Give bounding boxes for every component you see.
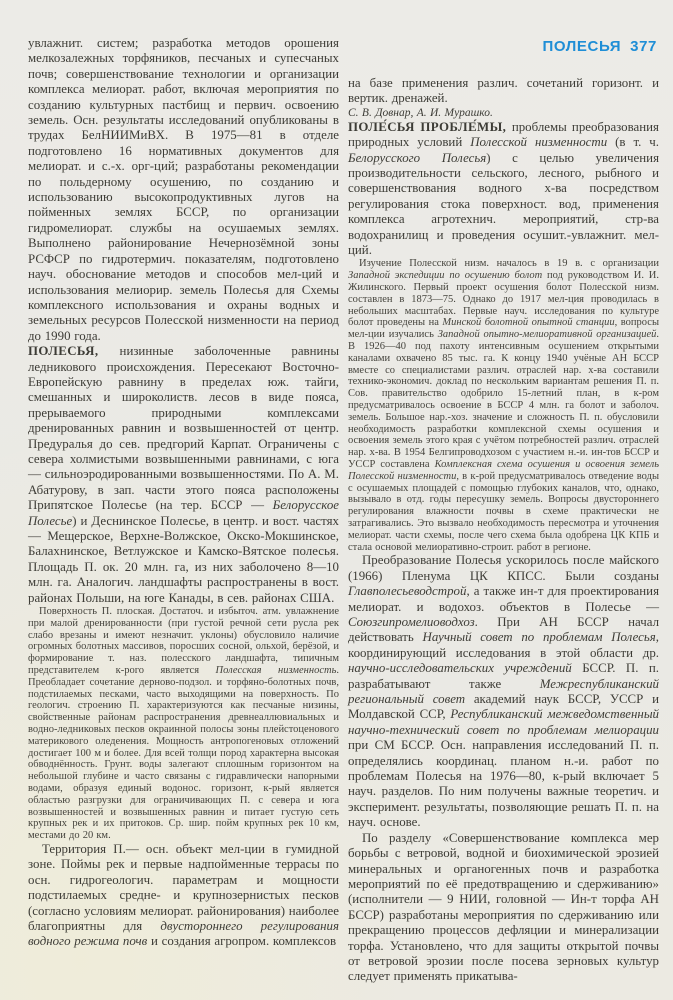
left-column [28, 36, 339, 985]
right-column [348, 36, 659, 985]
text-segment-normal: (в т. ч. [607, 135, 660, 150]
text-segment-normal: БССР. П. п. разрабатывают также [348, 661, 659, 691]
text-segment-italic: Белорусское Полесье [28, 498, 339, 528]
entry-polesya [28, 344, 339, 606]
text-segment-normal: Преобразование Полесья ускорилось после майского (1966) Пленума ЦК КПСС. Были созданы [348, 553, 659, 583]
paragraph-section-erosion [348, 831, 659, 985]
text-segment-italic: Полесской низменности [470, 135, 608, 150]
text-segment-italic: Межреспубликанский региональный совет [348, 676, 659, 707]
text-segment-italic: Белорусского Полесья [348, 150, 487, 165]
text-segment-normal: увлажнит. систем; разработка методов орошения мелкозалежных торфяников, песчаных и супесчаных почв; совершенствование технологии и организации комплекса мелиорат. работ, включая мероприятия по созданию культурных пастбищ и первич. освоению земель. Осн. результаты исследований опубликованы в трудах БелНИИМиВХ. В 1975—81 в отделе подготовлено 16 нормативных документов для мелиорат. и с.-х. орг-ций; разработаны рекомендации по польдерному осушению, по созданию и использованию высокопродуктивных лугов на пойменных землях БССР, по организации гидромелиорат. службы на осушаемых землях. Выполнено районирование Нечернозёмной зоны РСФСР по гидротермич. показателям, подготовлено науч. обоснование методов и способов мел-ций и использования мелиорир. земель Полесья для Схемы комплексного использования и охраны водных и земельных ресурсов Полесской низменности на период до 1990 года. [28, 36, 339, 343]
text-segment-italic: Научный совет по проблемам Полесья [422, 630, 656, 645]
text-segment-italic: Минской болотной опытной станции [442, 317, 615, 329]
paragraph-continuation [28, 36, 339, 344]
text-segment-normal: По разделу «Совершенствование комплекса мер борьбы с ветровой, водной и биохимической эрозией минеральных и органогенных почв и разработка мероприятий по её предотвращению и сдерживанию» (исполнители — 9 НИИ, головной — Ин-т торфа АН БССР) разработаны мероприятия по сдерживанию или прекращению процессов дефляции и минерализации торфа. Установлено, что для защиты открытой почвы от ветровой эрозии после посева зерновых культур следует применять прикатыва- [348, 830, 659, 984]
text-columns [28, 36, 659, 985]
text-segment-normal: , вопросы мел-ции изучались [348, 317, 659, 341]
byline-authors [348, 107, 659, 120]
running-head [348, 38, 657, 55]
text-segment-italic: Главполесьеводстрой [348, 584, 467, 599]
text-segment-italic: Полесская низменность [215, 665, 337, 677]
text-segment-italic: С. В. Довнар, А. И. Мурашко. [348, 106, 493, 119]
text-segment-normal: под руководством И. И. Жилинского. Первый проект осушения болот Полесской низм. составлен в 1873—75. Однако до 1917 мел-ция проводилась в небольших масштабах. Первые науч. исследования по культуре болот проведены на [348, 270, 659, 329]
text-segment-normal: ) с целью увеличения производительности сельского, лесного, рыбного и совершенствования водного х-ва посредством регулирования стока поверхност. вод, применения комплекса агротехнич. мероприятий, стр-ва водохранилищ и проведения осушит.-увлажнит. мел-ций. [348, 150, 659, 258]
text-segment-normal: академий наук БССР, УССР и Молдавской ССР, [348, 692, 659, 722]
text-segment-bold: ПОЛЕ́СЬЯ ПРОБЛЕ́МЫ, [348, 119, 512, 134]
text-segment-italic: двустороннего регулирования водного режима почв [28, 919, 339, 949]
text-segment-normal: Поверхность П. плоская. Достаточ. и избыточ. атм. увлажнение при малой дренированности (при густой речной сети русла рек слабо врезаны и имеют незначит. уклоны) обусловило наличие огромных болотных массивов, поросших сосной, ольхой, берёзой, и формирование т. наз. полесского ландшафта, типичным представителем к-рого является [28, 606, 339, 677]
text-segment-normal: , координирующий исследования в этой области др. [348, 630, 659, 660]
text-segment-normal: , в к-рой предусматривалось отведение воды с осушаемых площадей с помощью глубоких каналов, что, однако, вызывало в отд. годы пересушку земель. Вопросы двустороннего регулирования влажности почвы в схеме практически не затрагивались. Это вызвало необходимость пересмотра и уточнения мелиорат. части схемы, после чего схема была одобрена ЦК КПБ и стала основой мелиоративно-строит. работ в регионе. [348, 470, 660, 553]
running-head-title: ПОЛЕСЬЯ [542, 38, 622, 55]
text-segment-italic: научно-исследовательских учреждений [348, 661, 572, 676]
entry-polesya-problemy [348, 120, 659, 259]
paragraph-transformation [348, 553, 659, 830]
text-segment-italic: Западной экспедиции по осушению болот [348, 270, 543, 282]
text-segment-italic: Республиканский межведомственный научно-технический совет по проблемам мелиорации [348, 707, 659, 737]
paragraph-continuation [348, 76, 659, 107]
text-segment-normal: . При АН БССР начал действовать [348, 615, 659, 645]
text-segment-normal: при СМ БССР. Осн. направления исследований П. п. определялись координац. планом н.-и. работ по проблемам Полесья на 1976—80, к-рый включает 5 науч. разделов. По ним получены важные теоретич. и эксперимент. результаты, позволяющие решать П. п. на науч. основе. [348, 738, 659, 830]
text-segment-bold: ПОЛЕСЬЯ, [28, 344, 120, 359]
text-segment-normal: ) и Деснинское Полесье, в центр. и вост. частях — Мещерское, Верхне-Волжское, Окско-Мокшинское, Балахнинское, Ветлужское и Камско-Вятское полесья. Площадь П. ок. 20 млн. га, из них заболочено 8—10 млн. га. Аналогич. ландшафты распространены в вост. районах Польши, на юге Канады, в сев. районах США. [28, 513, 339, 605]
text-segment-normal: и создания агропром. комплексов [147, 934, 337, 949]
petit-history [348, 258, 659, 553]
page-number: 377 [630, 38, 657, 55]
text-segment-normal: Изучение Полесской низм. началось в 19 в. с организации [359, 258, 659, 270]
paragraph-territory [28, 842, 339, 950]
text-segment-italic: Комплексная схема осушения и освоения земель Полесской низменности [348, 459, 659, 482]
text-segment-italic: Союзгипромелиоводхоз [348, 615, 475, 630]
text-segment-normal: . Преобладает сочетание дерново-подзол. и торфяно-болотных почв, подстилаемых песками, часто выходящими на поверхность. По геологич. строению П. характеризуются как песчаные низины, свойственные районам распространения древнеаллювиальных и водно-ледниковых песков окраинной полосы зоны плейстоценового материкового оледенения. Мощность антропогеновых отложений достигает 100 м и более. Для всей толщи пород характерна высокая обводнённость. Грунт. воды залегают сплошным горизонтом на небольшой глубине и часто связаны с гидравлически напорными водами, образуя единый водонос. горизонт, к-рый является областью разгрузки для ограничивающих П. с севера и юга возвышенностей и возвышенных равнин и питает густую сеть крупных рек и их притоков. Ср. шир. пойм крупных рек 10 км, местами до 20 км. [28, 665, 339, 842]
petit-surface [28, 606, 339, 842]
text-segment-normal: низинные заболоченные равнины ледникового происхождения. Пересекают Восточно-Европейскую равнину в пределах юж. тайги, смешанных и широколиств. лесов в виде пояса, прерываемого природными комплексами дренированных равнин и возвышенностей от центр. Предуралья до сев. предгорий Карпат. Ограничены с севера холмистыми возвышенными равнинами, с юга — сильноэродированными возвышенностями. По А. М. Абатурову, в зап. части этого пояса расположены Припятское Полесье (на тер. БССР — [28, 344, 339, 513]
text-segment-normal: , а также ин-т для проектирования мелиорат. и водохоз. объектов в Полесье — [348, 584, 659, 614]
text-segment-normal: Территория П.— осн. объект мел-ции в гумидной зоне. Поймы рек и первые надпойменные террасы по осн. гидрогеологич. параметрам и мощности подстилаемых средне- и крупнозернистых песков (согласно условиям мелиорат. районирования) наиболее благоприятны для [28, 841, 339, 933]
text-segment-normal: на базе применения различ. сочетаний горизонт. и вертик. дренажей. [348, 76, 659, 106]
text-segment-italic: Западной опытно-мелиоративной организацией [437, 329, 657, 341]
text-segment-normal: . В 1926—40 под пахоту интенсивным осушением открытыми каналами охвачено 85 тыс. га. К концу 1940 учёные АН БССР вместе со специалистами различ. отраслей нар. х-ва составили технико-экономич. доклад по нескольким вариантам решения П. п. Сов. правительство одобрило 15-летний план, в к-ром предусматривалось освоение в БССР 4 млн. га болот и заболоч. земель. Большое нар.-хоз. значение и сложность П. п. обусловили необходимость разработки комплексной схемы осушения и освоения земель этого края с учётом потребностей различ. отраслей нар. х-ва. В 1954 Белгипроводхозом с участием н.-и. ин-тов БССР и УССР составлена [348, 329, 659, 471]
text-segment-normal: проблемы преобразования природных условий [348, 119, 659, 150]
